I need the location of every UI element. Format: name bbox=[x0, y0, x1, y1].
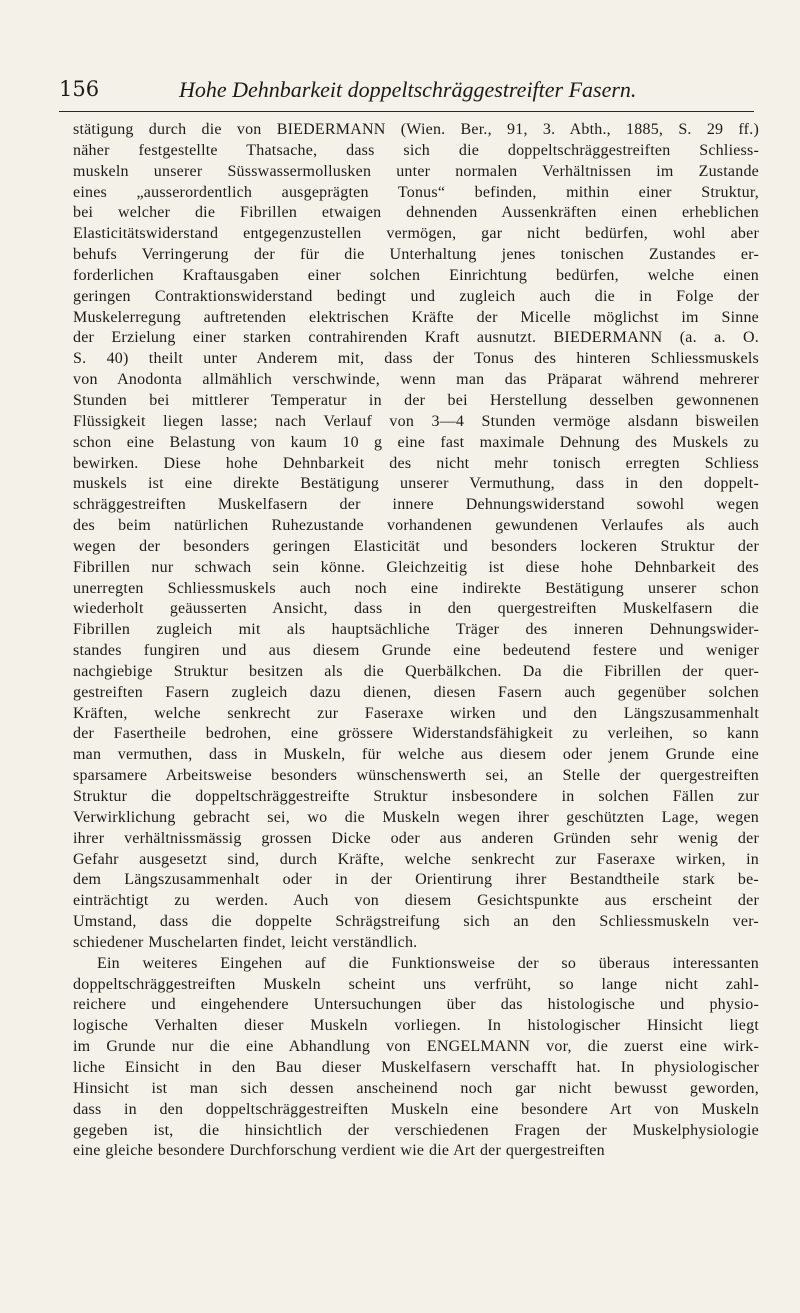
text-line: schiedener Muschelarten findet, leicht verständlich. bbox=[73, 933, 418, 951]
text-line: Verwirklichung gebracht sei, wo die Muskeln wegen ihrer geschützten Lage, wegen bbox=[73, 808, 759, 826]
text-line: muskeln unserer Süsswassermollusken unter normalen Verhältnissen im Zustande bbox=[73, 162, 759, 180]
text-line: wiederholt geäusserten Ansicht, dass in den quergestreiften Muskelfasern die bbox=[73, 600, 759, 618]
running-head bbox=[59, 77, 754, 112]
text-line: eines „ausserordentlich ausgeprägten Tonus“ befinden, mithin einer Struktur, bbox=[73, 183, 759, 201]
text-line: dem Längszusammenhalt oder in der Orientirung ihrer Bestandtheile stark be- bbox=[73, 871, 759, 889]
text-line: bei welcher die Fibrillen etwaigen dehnenden Aussenkräften einen erheblichen bbox=[73, 204, 759, 222]
text-line: wegen der besonders geringen Elasticität und besonders lockeren Struktur der bbox=[73, 537, 759, 555]
text-line: man vermuthen, dass in Muskeln, für welche aus diesem oder jenem Grunde eine bbox=[73, 746, 759, 764]
text-line: reichere und eingehendere Untersuchungen über das histologische und physio- bbox=[73, 996, 759, 1014]
text-line: Stunden bei mittlerer Temperatur in der bei Herstellung desselben gewonnenen bbox=[73, 391, 759, 409]
text-line: Fibrillen zugleich mit als hauptsächliche Träger des inneren Dehnungswider- bbox=[73, 621, 759, 639]
text-line: von Anodonta allmählich verschwinde, wenn man das Präparat während mehrerer bbox=[73, 371, 759, 389]
text-line: Hinsicht ist man sich dessen anscheinend noch gar nicht bewusst geworden, bbox=[73, 1079, 759, 1097]
text-line: bewirken. Diese hohe Dehnbarkeit des nicht mehr tonisch erregten Schliess bbox=[73, 454, 759, 472]
text-line: näher festgestellte Thatsache, dass sich die doppeltschräggestreiften Schliess- bbox=[73, 141, 759, 159]
body-text bbox=[73, 120, 759, 1162]
text-line: Gefahr ausgesetzt sind, durch Kräfte, welche senkrecht zur Faseraxe wirken, in bbox=[73, 850, 759, 868]
text-line: gestreiften Fasern zugleich dazu dienen, diesen Fasern auch gegenüber solchen bbox=[73, 683, 759, 701]
text-line: schon eine Belastung von kaum 10 g eine fast maximale Dehnung des Muskels zu bbox=[73, 433, 759, 451]
text-line: geringen Contraktionswiderstand bedingt und zugleich auch die in Folge der bbox=[73, 287, 759, 305]
text-line: ihrer verhältnissmässig grossen Dicke oder aus anderen Gründen sehr wenig der bbox=[73, 829, 759, 847]
text-line: Ein weiteres Eingehen auf die Funktionsweise der so überaus interessanten bbox=[97, 954, 759, 972]
text-line: S. 40) theilt unter Anderem mit, dass der Tonus des hinteren Schliessmuskels bbox=[73, 350, 759, 368]
page-number: 156 bbox=[59, 77, 100, 101]
text-line: behufs Verringerung der für die Unterhaltung jenes tonischen Zustandes er- bbox=[73, 246, 759, 264]
paragraph bbox=[73, 954, 759, 1162]
text-line: unerregten Schliessmuskels auch noch eine indirekte Bestätigung unserer schon bbox=[73, 579, 759, 597]
paragraph bbox=[73, 120, 759, 954]
text-line: muskels ist eine direkte Bestätigung unserer Vermuthung, dass in den doppelt- bbox=[73, 475, 759, 493]
text-line: Muskelerregung auftretenden elektrischen Kräfte der Micelle möglichst im Sinne bbox=[73, 308, 759, 326]
text-line: dass in den doppeltschräggestreiften Muskeln eine besondere Art von Muskeln bbox=[73, 1100, 759, 1118]
text-line: forderlichen Kraftausgaben einer solchen Einrichtung bedürfen, welche einen bbox=[73, 266, 759, 284]
text-line: im Grunde nur die eine Abhandlung von ENGELMANN vor, die zuerst eine wirk- bbox=[73, 1038, 759, 1056]
text-line: standes fungiren und aus diesem Grunde eine bedeutend festere und weniger bbox=[73, 642, 759, 660]
text-line: Fibrillen nur schwach sein könne. Gleichzeitig ist diese hohe Dehnbarkeit des bbox=[73, 558, 759, 576]
text-line: stätigung durch die von BIEDERMANN (Wien. Ber., 91, 3. Abth., 1885, S. 29 ff.) bbox=[73, 121, 759, 138]
text-line: der Fasertheile bedrohen, eine grössere Widerstandsfähigkeit zu verleihen, so kann bbox=[73, 725, 759, 743]
text-line: Flüssigkeit liegen lasse; nach Verlauf von 3—4 Stunden vermöge alsdann bisweilen bbox=[73, 412, 759, 430]
text-line: gegeben ist, die hinsichtlich der verschiedenen Fragen der Muskelphysiologie bbox=[73, 1121, 759, 1139]
text-line: schräggestreiften Muskelfasern der innere Dehnungswiderstand sowohl wegen bbox=[73, 496, 759, 514]
text-line: Elasticitätswiderstand entgegenzustellen vermögen, gar nicht bedürfen, wohl aber bbox=[73, 225, 759, 243]
text-line: logische Verhalten dieser Muskeln vorliegen. In histologischer Hinsicht liegt bbox=[73, 1017, 759, 1035]
text-line: liche Einsicht in den Bau dieser Muskelfasern verschafft hat. In physiologischer bbox=[73, 1058, 759, 1076]
text-line: nachgiebige Struktur besitzen als die Querbälkchen. Da die Fibrillen der quer- bbox=[73, 662, 759, 680]
text-line: Kräften, welche senkrecht zur Faseraxe wirken und den Längszusammenhalt bbox=[73, 704, 759, 722]
running-title: Hohe Dehnbarkeit doppeltschräggestreifter Fasern. bbox=[179, 77, 637, 102]
text-line: doppeltschräggestreiften Muskeln scheint uns verfrüht, so lange nicht zahl- bbox=[73, 975, 759, 993]
text-line: eine gleiche besondere Durchforschung verdient wie die Art der quergestreiften bbox=[73, 1142, 605, 1160]
text-line: des beim natürlichen Ruhezustande vorhandenen gewundenen Verlaufes als auch bbox=[73, 517, 759, 535]
text-line: Umstand, dass die doppelte Schrägstreifung sich an den Schliessmuskeln ver- bbox=[73, 913, 759, 931]
text-line: Struktur die doppeltschräggestreifte Struktur insbesondere in solchen Fällen zur bbox=[73, 788, 759, 805]
text-line: einträchtigt zu werden. Auch von diesem Gesichtspunkte aus erscheint der bbox=[73, 892, 759, 910]
text-line: sparsamere Arbeitsweise besonders wünschenswerth sei, an Stelle der quergestreiften bbox=[73, 767, 759, 785]
text-line: der Erzielung einer starken contrahirenden Kraft ausnutzt. BIEDERMANN (a. a. O. bbox=[73, 329, 759, 347]
